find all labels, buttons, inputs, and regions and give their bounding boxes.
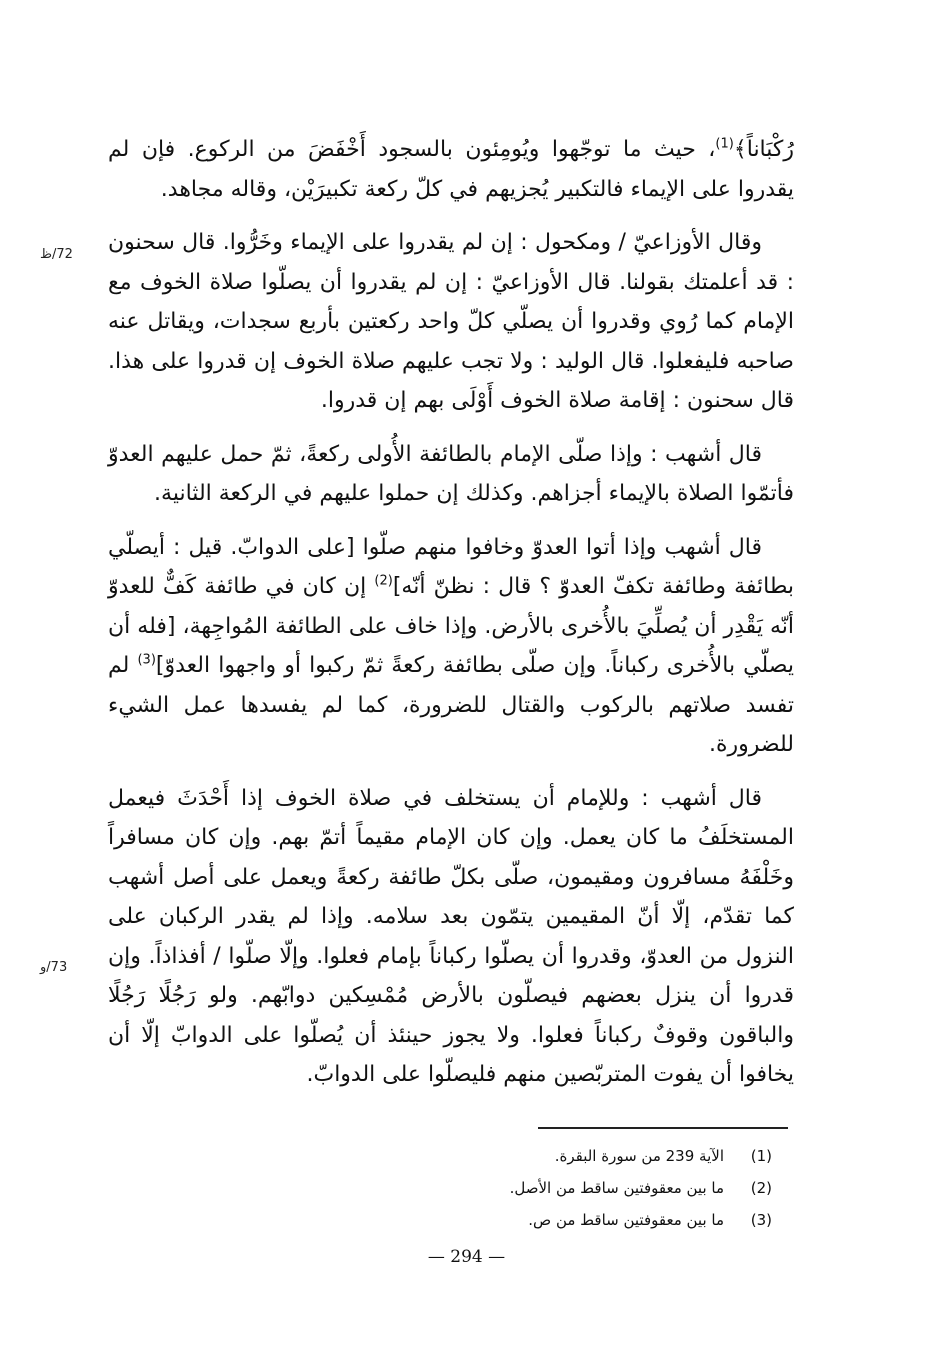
paragraph-1-after: ، حيث ما توجّهوا ويُومِئون بالسجود أَخْفَضَ من الركوع. فإن لم يقدروا على الإيماء فالتكبير يُجزيهم في كلّ ركعة تكبيرَيْن، وقاله مجاهد.: [108, 137, 794, 202]
footnote-1: [420, 1140, 772, 1172]
paragraph-5: [108, 779, 794, 1095]
footnote-number: (1): [750, 1147, 772, 1165]
margin-folio-73: 73/و: [40, 960, 68, 975]
footnote-text: الآية 239 من سورة البقرة.: [554, 1147, 724, 1165]
paragraph-1-before: رُكْبَاناً﴾: [733, 137, 794, 162]
paragraph-4-end: لم تفسد صلاتهم بالركوب والقتال للضرورة، كما لم يفسدها عمل الشيء للضرورة.: [108, 653, 794, 757]
footnote-number: (3): [750, 1211, 772, 1229]
footnotes: [420, 1140, 772, 1236]
footnote-ref-1[interactable]: (1): [715, 136, 734, 152]
paragraph-2: [108, 223, 794, 421]
footnote-text: ما بين معقوفتين ساقط من الأصل.: [509, 1179, 724, 1197]
footnote-number: (2): [750, 1179, 772, 1197]
footnote-ref-2[interactable]: (2): [374, 573, 393, 589]
paragraph-4: [108, 528, 794, 765]
paragraph-2-text: وقال الأوزاعيّ / ومكحول : إن لم يقدروا على الإيماء وخَرُّوا. قال سحنون : قد أعلمتك بقولنا. قال الأوزاعيّ : إن لم يقدروا أن يصلّوا صلاة الخوف مع الإمام كما رُوي وقدروا أن يصلّي كلّ واحد ركعتين بأربع سجدات، ويقاتل عنه صاحبه فليفعلوا. قال الوليد : ولا تجب عليهم صلاة الخوف إن قدروا على هذا. قال سحنون : إقامة صلاة الخوف أَوْلَى بهم إن قدروا.: [108, 230, 794, 413]
footnote-2: [420, 1172, 772, 1204]
footnote-text: ما بين معقوفتين ساقط من ص.: [528, 1211, 724, 1229]
margin-folio-72: 72/ظ: [40, 247, 73, 262]
footnote-ref-3[interactable]: (3): [137, 652, 156, 668]
footnote-divider: [538, 1127, 788, 1129]
paragraph-4-middle: إن كان في طائفة كَفٌّ للعدوّ أنّه يَقْدِر أن يُصلِّيَ بالأُخرى بالأرض. وإذا خاف على الطائفة المُواجِهة، [فله أن يصلّي بالأُخرى ركباناً. وإن صلّى بطائفة ركعةً ثمّ ركبوا أو واجهوا العدوّ]: [108, 574, 795, 678]
page-number: — 294 —: [427, 1247, 506, 1267]
paragraph-1: [108, 130, 794, 209]
paragraph-3-text: قال أشهب : وإذا صلّى الإمام بالطائفة الأُولى ركعةً، ثمّ حمل عليهم العدوّ فأتمّوا الصلاة بالإيماء أجزاهم. وكذلك إن حملوا عليهم في الركعة الثانية.: [108, 441, 794, 506]
paragraph-3: [108, 435, 794, 514]
paragraph-4-before: قال أشهب وإذا أتوا العدوّ وخافوا منهم صلّوا [على الدوابّ. قيل : أيصلّي بطائفة وطائفة تكفّ العدوّ ؟ قال : نظنّ أنّه]: [108, 534, 794, 599]
footnote-3: [420, 1204, 772, 1236]
main-text: [108, 130, 794, 1109]
paragraph-5-text: قال أشهب : وللإمام أن يستخلف في صلاة الخوف إذا أَحْدَثَ فيعمل المستخلَفُ ما كان يعمل. وإن كان الإمام مقيماً أتمّ بهم. وإن كان مسافراً وخَلْفَهُ مسافرون ومقيمون، صلّى بكلّ طائفة ركعةً ويعمل على أصل أشهب كما تقدّم، إلّا أنّ المقيمين يتمّون بعد سلامه. وإذا لم يقدر الركبان على النزول من العدوّ، وقدروا أن يصلّوا ركباناً بإمام فعلوا. وإلّا صلّوا / أفذاذاً. وإن قدروا أن ينزل بعضهم فيصلّون بالأرض مُمْسِكين دوابّهم. ولو رَجُلًا رَجُلًا والباقون وقوفٌ ركباناً فعلوا. ولا يجوز حينئذ أن يُصلّوا على الدوابّ إلّا أن يخافوا أن يفوت المتربّصين منهم فليصلّوا على الدوابّ.: [108, 785, 794, 1087]
